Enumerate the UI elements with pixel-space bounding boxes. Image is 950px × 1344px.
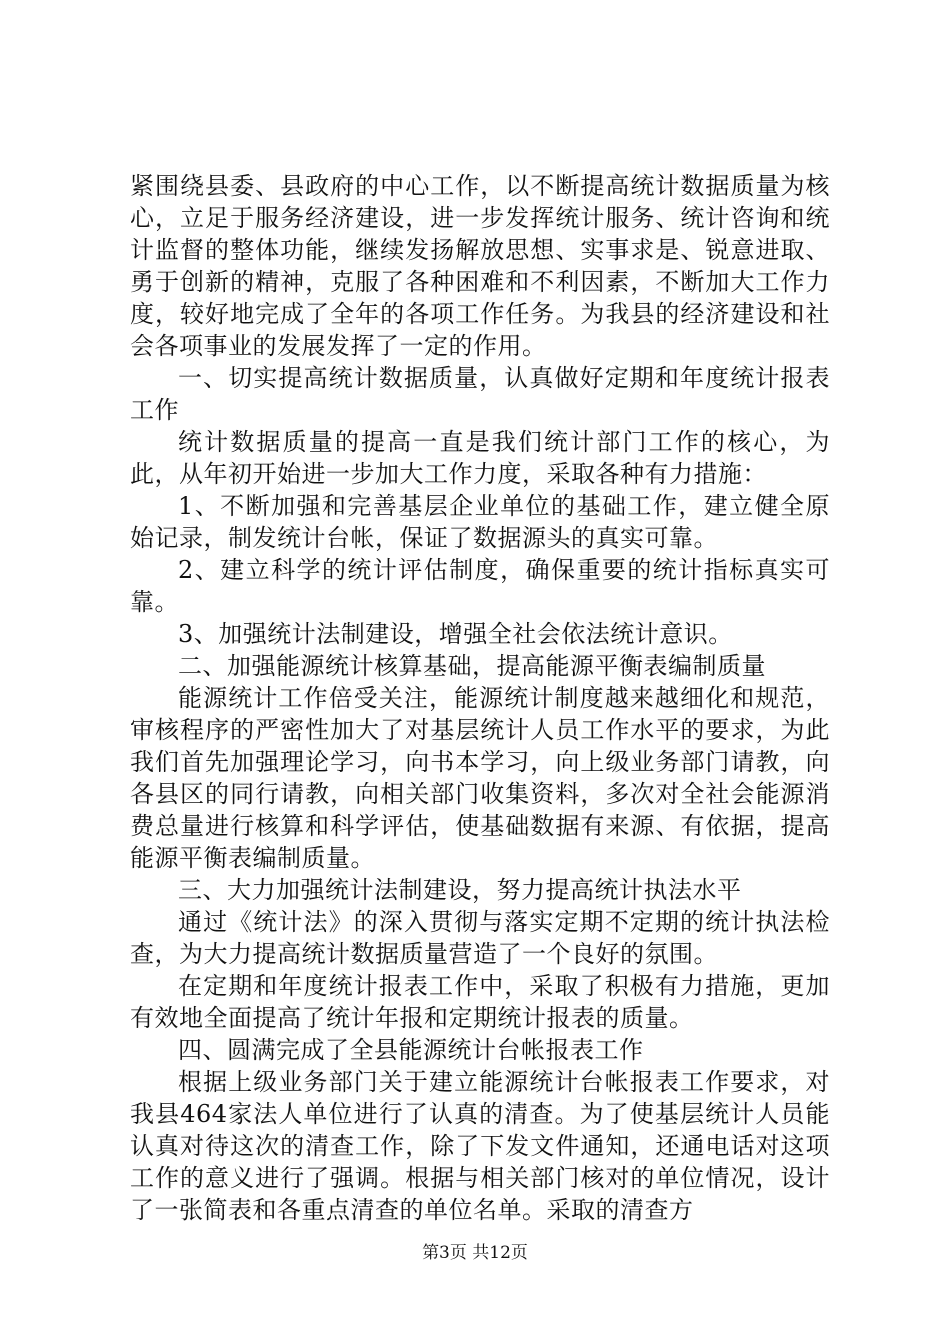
paragraph-continuation: 紧围绕县委、县政府的中心工作，以不断提高统计数据质量为核心，立足于服务经济建设，进一步发挥统计服务、统计咨询和统计监督的整体功能，继续发扬解放思想、实事求是、锐意进取、勇于创新的精神，克服了各种困难和不利因素，不断加大工作力度，较好地完成了全年的各项工作任务。为我县的经济建设和社会各项事业的发展发挥了一定的作用。 — [130, 172, 830, 360]
page-number-footer: 第3页 共12页 — [422, 1243, 528, 1263]
paragraph: 能源统计工作倍受关注，能源统计制度越来越细化和规范，审核程序的严密性加大了对基层统计人员工作水平的要求，为此我们首先加强理论学习，向书本学习，向上级业务部门请教，向各县区的同行请教，向相关部门收集资料，多次对全社会能源消费总量进行核算和科学评估，使基础数据有来源、有依据，提高能源平衡表编制质量。 — [130, 684, 830, 872]
section-heading-1: 一、切实提高统计数据质量，认真做好定期和年度统计报表工作 — [130, 364, 830, 424]
section-heading-2: 二、加强能源统计核算基础，提高能源平衡表编制质量 — [178, 652, 766, 680]
document-body — [130, 170, 830, 1226]
paragraph: 根据上级业务部门关于建立能源统计台帐报表工作要求，对我县464家法人单位进行了认真的清查。为了使基层统计人员能认真对待这次的清查工作，除了下发文件通知，还通电话对这项工作的意义进行了强调。根据与相关部门核对的单位情况，设计了一张简表和各重点清查的单位名单。采取的清查方 — [130, 1068, 830, 1224]
list-item-2: 2、建立科学的统计评估制度，确保重要的统计指标真实可靠。 — [130, 556, 830, 616]
paragraph: 统计数据质量的提高一直是我们统计部门工作的核心，为此，从年初开始进一步加大工作力度，采取各种有力措施： — [130, 428, 830, 488]
paragraph: 通过《统计法》的深入贯彻与落实定期不定期的统计执法检查，为大力提高统计数据质量营造了一个良好的氛围。 — [130, 908, 830, 968]
section-heading-3: 三、大力加强统计法制建设，努力提高统计执法水平 — [178, 876, 742, 904]
list-item-3: 3、加强统计法制建设，增强全社会依法统计意识。 — [178, 620, 733, 648]
paragraph: 在定期和年度统计报表工作中，采取了积极有力措施，更加有效地全面提高了统计年报和定期统计报表的质量。 — [130, 972, 830, 1032]
section-heading-4: 四、圆满完成了全县能源统计台帐报表工作 — [178, 1036, 644, 1064]
list-item-1: 1、不断加强和完善基层企业单位的基础工作，建立健全原始记录，制发统计台帐，保证了数据源头的真实可靠。 — [130, 492, 830, 552]
